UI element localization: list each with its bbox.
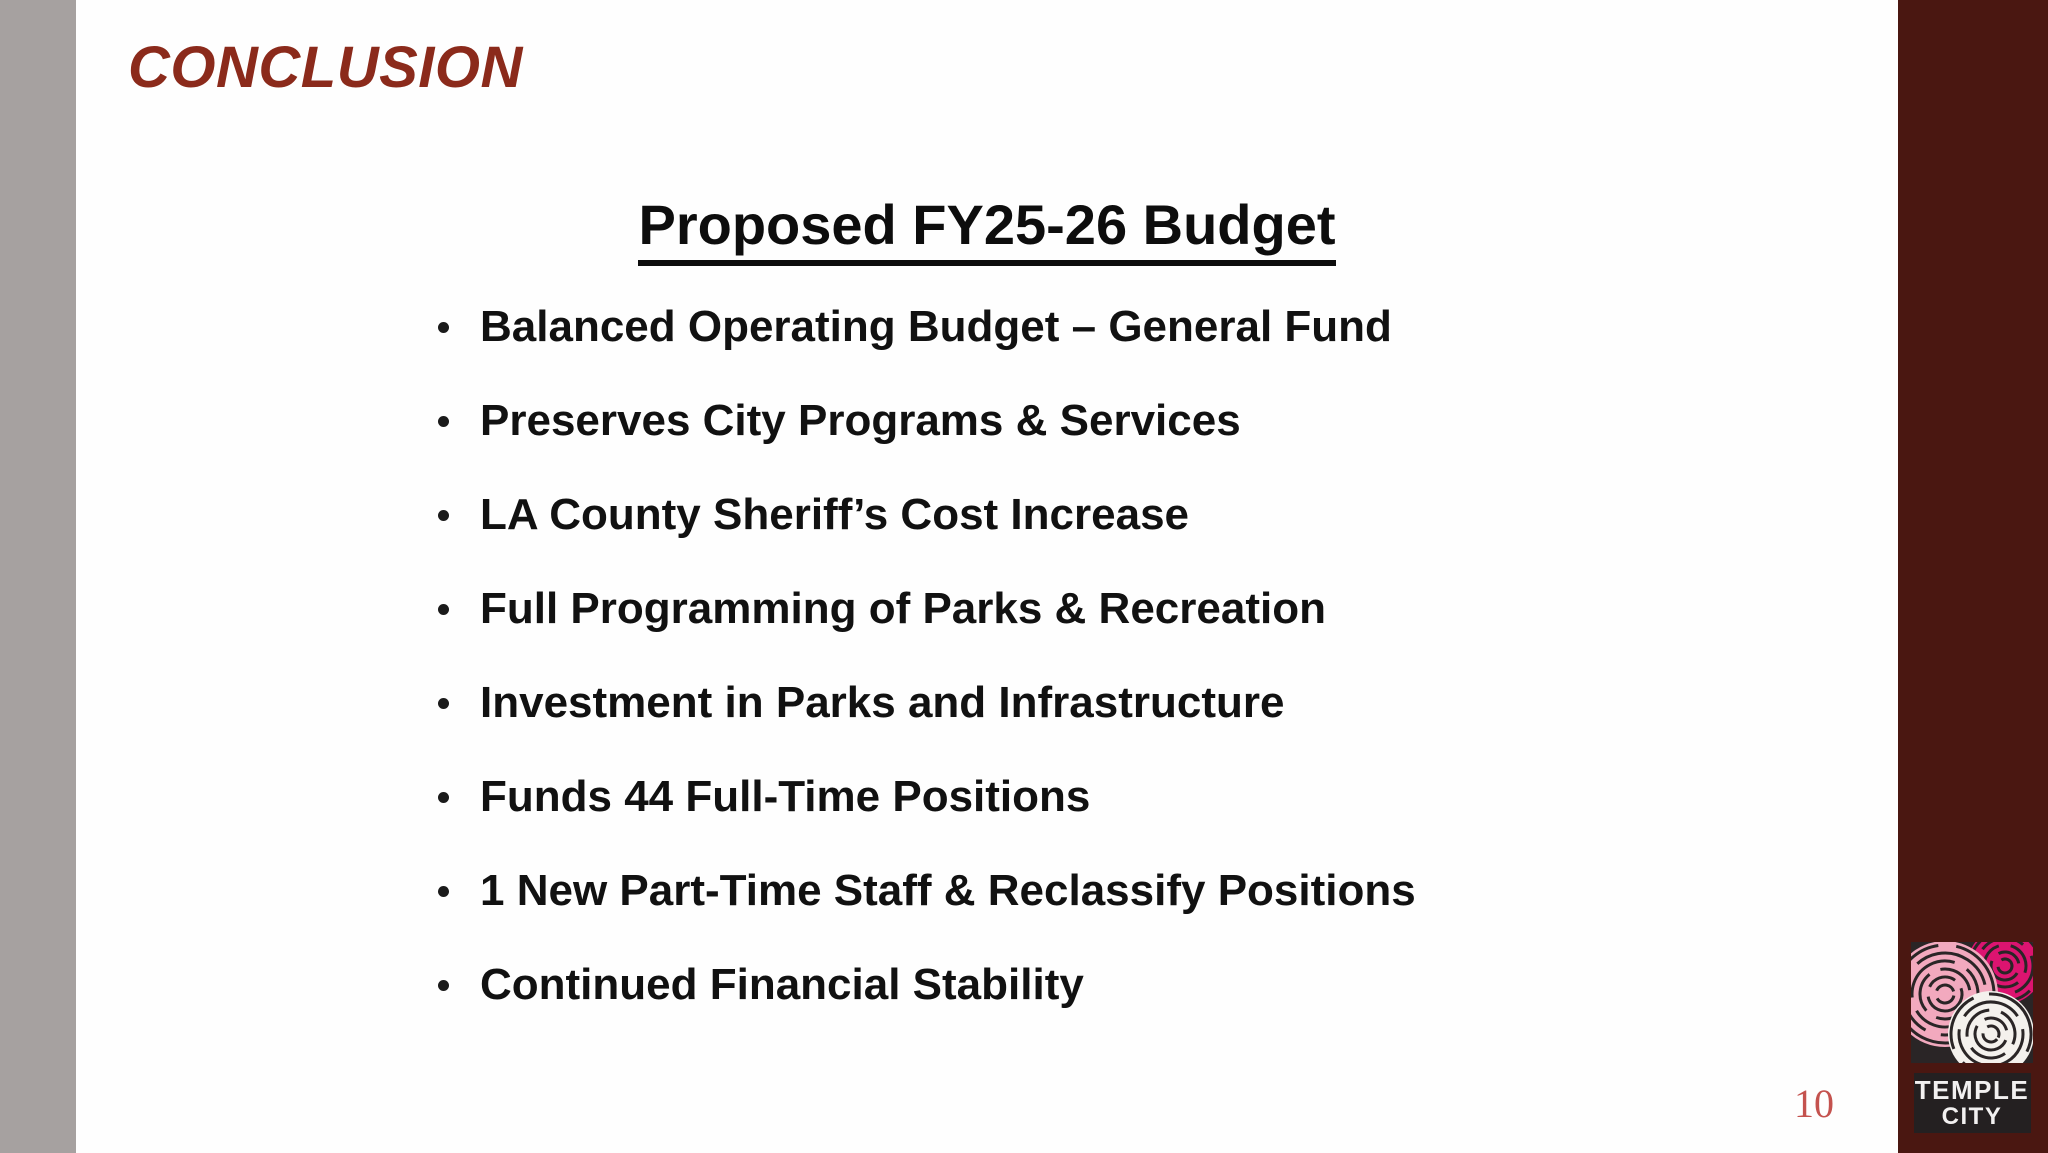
bullet-text: Funds 44 Full-Time Positions xyxy=(480,772,1091,821)
logo-text-temple: TEMPLE xyxy=(1914,1074,2030,1105)
logo-wordmark xyxy=(1914,1073,2031,1133)
title-container xyxy=(76,192,1898,266)
list-item xyxy=(436,960,1416,1010)
rose-icon xyxy=(1911,942,2033,1063)
bullet-text: Continued Financial Stability xyxy=(480,960,1084,1009)
bullet-icon xyxy=(438,792,449,803)
bullet-list xyxy=(436,302,1416,1054)
bullet-icon xyxy=(438,698,449,709)
bullet-text: Full Programming of Parks & Recreation xyxy=(480,584,1326,633)
temple-city-logo xyxy=(1911,942,2033,1133)
list-item xyxy=(436,302,1416,352)
bullet-text: LA County Sheriff’s Cost Increase xyxy=(480,490,1190,539)
bullet-text: Preserves City Programs & Services xyxy=(480,396,1241,445)
bullet-icon xyxy=(438,510,449,521)
bullet-icon xyxy=(438,604,449,615)
list-item xyxy=(436,866,1416,916)
page-number: 10 xyxy=(1794,1081,1834,1126)
list-item xyxy=(436,584,1416,634)
list-item xyxy=(436,396,1416,446)
bullet-text: Investment in Parks and Infrastructure xyxy=(480,678,1285,727)
list-item xyxy=(436,772,1416,822)
bullet-icon xyxy=(438,416,449,427)
list-item xyxy=(436,490,1416,540)
bullet-text: Balanced Operating Budget – General Fund xyxy=(480,302,1392,351)
bullet-text: 1 New Part-Time Staff & Reclassify Positions xyxy=(480,866,1416,915)
slide-heading: CONCLUSION xyxy=(128,35,523,100)
logo-text-city: CITY xyxy=(1941,1103,2003,1131)
left-gray-strip xyxy=(0,0,76,1153)
slide-title: Proposed FY25-26 Budget xyxy=(638,192,1335,266)
bullet-icon xyxy=(438,980,449,991)
bullet-icon xyxy=(438,886,449,897)
list-item xyxy=(436,678,1416,728)
bullet-icon xyxy=(438,322,449,333)
